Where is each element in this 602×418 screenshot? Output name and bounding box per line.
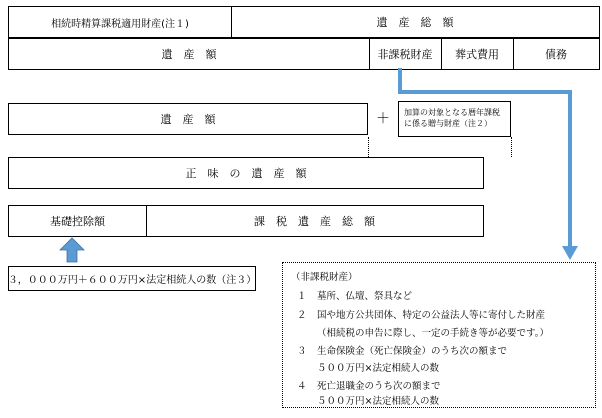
debts-label: 債務 (545, 48, 567, 61)
list-item-2-sub: （相続税の申告に際し、一定の手続き等が必要です。） (317, 328, 549, 339)
estate-amount-label-2: 遺 産 額 (160, 113, 216, 126)
list-item-1-text: 墓所、仏壇、祭具など (317, 291, 413, 302)
basic-deduction-label: 基礎控除額 (50, 215, 105, 228)
taxable-estate-total-label: 課 税 遺 産 総 額 (254, 215, 375, 228)
net-estate-label: 正 味 の 遺 産 額 (185, 167, 307, 180)
plus-sign: ＋ (376, 111, 390, 127)
settlement-tax-property-label: 相続時精算課税適用財産(注１) (51, 18, 189, 30)
list-item-3-num: ３ (297, 346, 307, 357)
list-item-4-sub: ５００万円×法定相続人の数 (317, 396, 439, 407)
list-item-3-text: 生命保険金（死亡保険金）のうち次の額まで (317, 346, 508, 357)
total-estate-label: 遺 産 総 額 (376, 16, 454, 29)
non-taxable-property-label: 非課税財産 (377, 48, 433, 61)
list-item-4-text: 死亡退職金のうち次の額まで (317, 381, 441, 392)
list-item-4 (297, 378, 441, 392)
list-item-2 (297, 307, 545, 321)
list-item-1-num: １ (297, 291, 307, 302)
non-taxable-heading: （非課税財産） (291, 272, 358, 283)
list-item-3-sub: ５００万円×法定相続人の数 (317, 363, 439, 374)
up-arrow-icon (60, 238, 84, 262)
list-item-2-num: ２ (297, 310, 307, 321)
list-item-4-num: ４ (297, 381, 307, 392)
list-item-3 (297, 343, 507, 357)
funeral-expenses-label: 葬式費用 (455, 48, 499, 61)
flow-arrow-icon (400, 68, 578, 260)
gift-property-note: 加算の対象となる暦年課税に係る贈与財産（注２） (404, 108, 500, 128)
estate-amount-label: 遺 産 額 (161, 48, 217, 61)
list-item-2-text: 国や地方公共団体、特定の公益法人等に寄付した財産 (317, 310, 546, 321)
deduction-formula: ３，０００万円＋６００万円×法定相続人の数（注３） (7, 275, 257, 286)
non-taxable-list-box (282, 262, 596, 408)
list-item-1 (297, 288, 412, 302)
